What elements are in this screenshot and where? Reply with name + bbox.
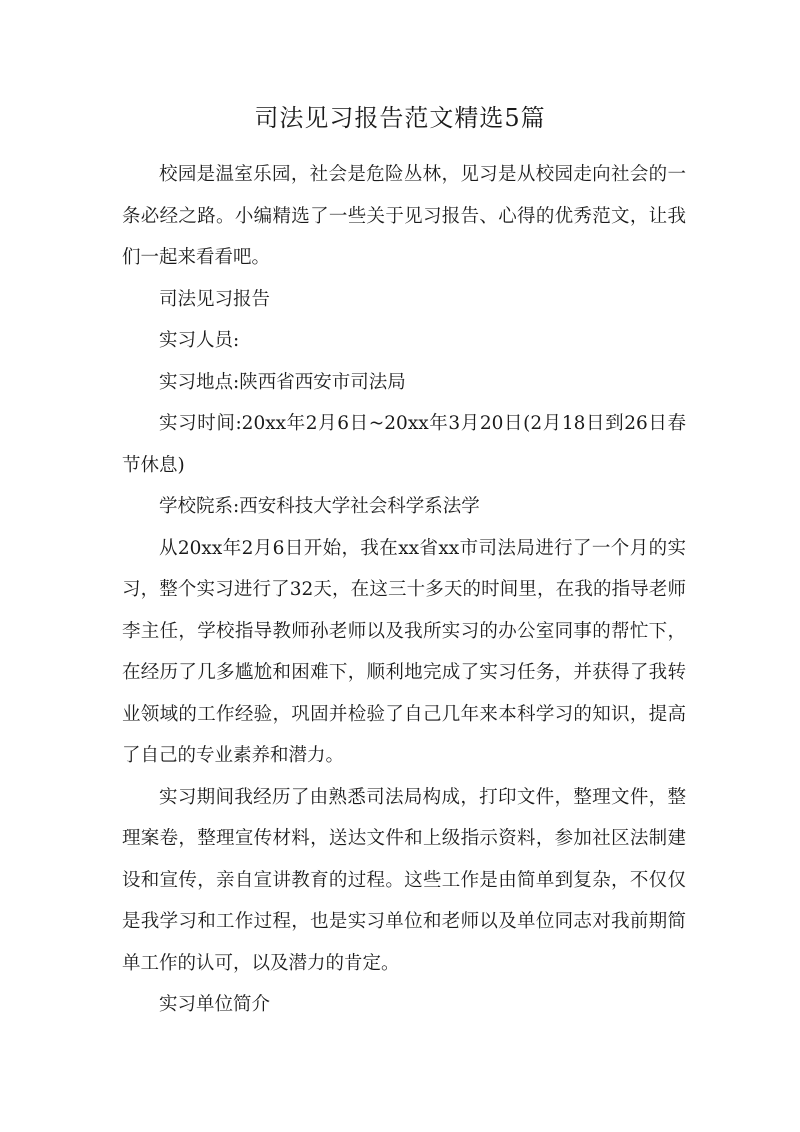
paragraph-internship-duties: 实习期间我经历了由熟悉司法局构成，打印文件，整理文件，整理案卷，整理宣传材料，送达文件和上级指示资料，参加社区法制建设和宣传，亲自宣讲教育的过程。这些工作是由简单到复杂，不仅仅是我学习和工作过程，也是实习单位和老师以及单位同志对我前期简单工作的认可，以及潜力的肯定。 [122,786,686,974]
section-heading-report: 司法见习报告 [159,288,271,310]
field-intern-name: 实习人员: [159,330,240,351]
field-school-department: 学校院系:西安科技大学社会科学系法学 [159,496,480,517]
field-intern-period: 实习时间:20xx年2月6日~20xx年3月20日(2月18日到26日春节休息) [122,413,686,476]
section-heading-unit-intro: 实习单位简介 [159,994,271,1015]
paragraph-internship-summary: 从20xx年2月6日开始，我在xx省xx市司法局进行了一个月的实习，整个实习进行了32天，在这三十多天的时间里，在我的指导老师李主任，学校指导教师孙老师以及我所实习的办公室同事的帮忙下，在经历了几多尴尬和困难下，顺利地完成了实习任务，并获得了我转业领域的工作经验，巩固并检验了自己几年来本科学习的知识，提高了自己的专业素养和潜力。 [122,537,686,766]
document-body [122,154,686,1026]
paragraph-intro: 校园是温室乐园，社会是危险丛林，见习是从校园走向社会的一条必经之路。小编精选了一些关于见习报告、心得的优秀范文，让我们一起来看看吧。 [122,164,686,268]
document-title: 司法见习报告范文精选5篇 [254,104,546,132]
field-intern-location: 实习地点:陕西省西安市司法局 [159,371,406,393]
